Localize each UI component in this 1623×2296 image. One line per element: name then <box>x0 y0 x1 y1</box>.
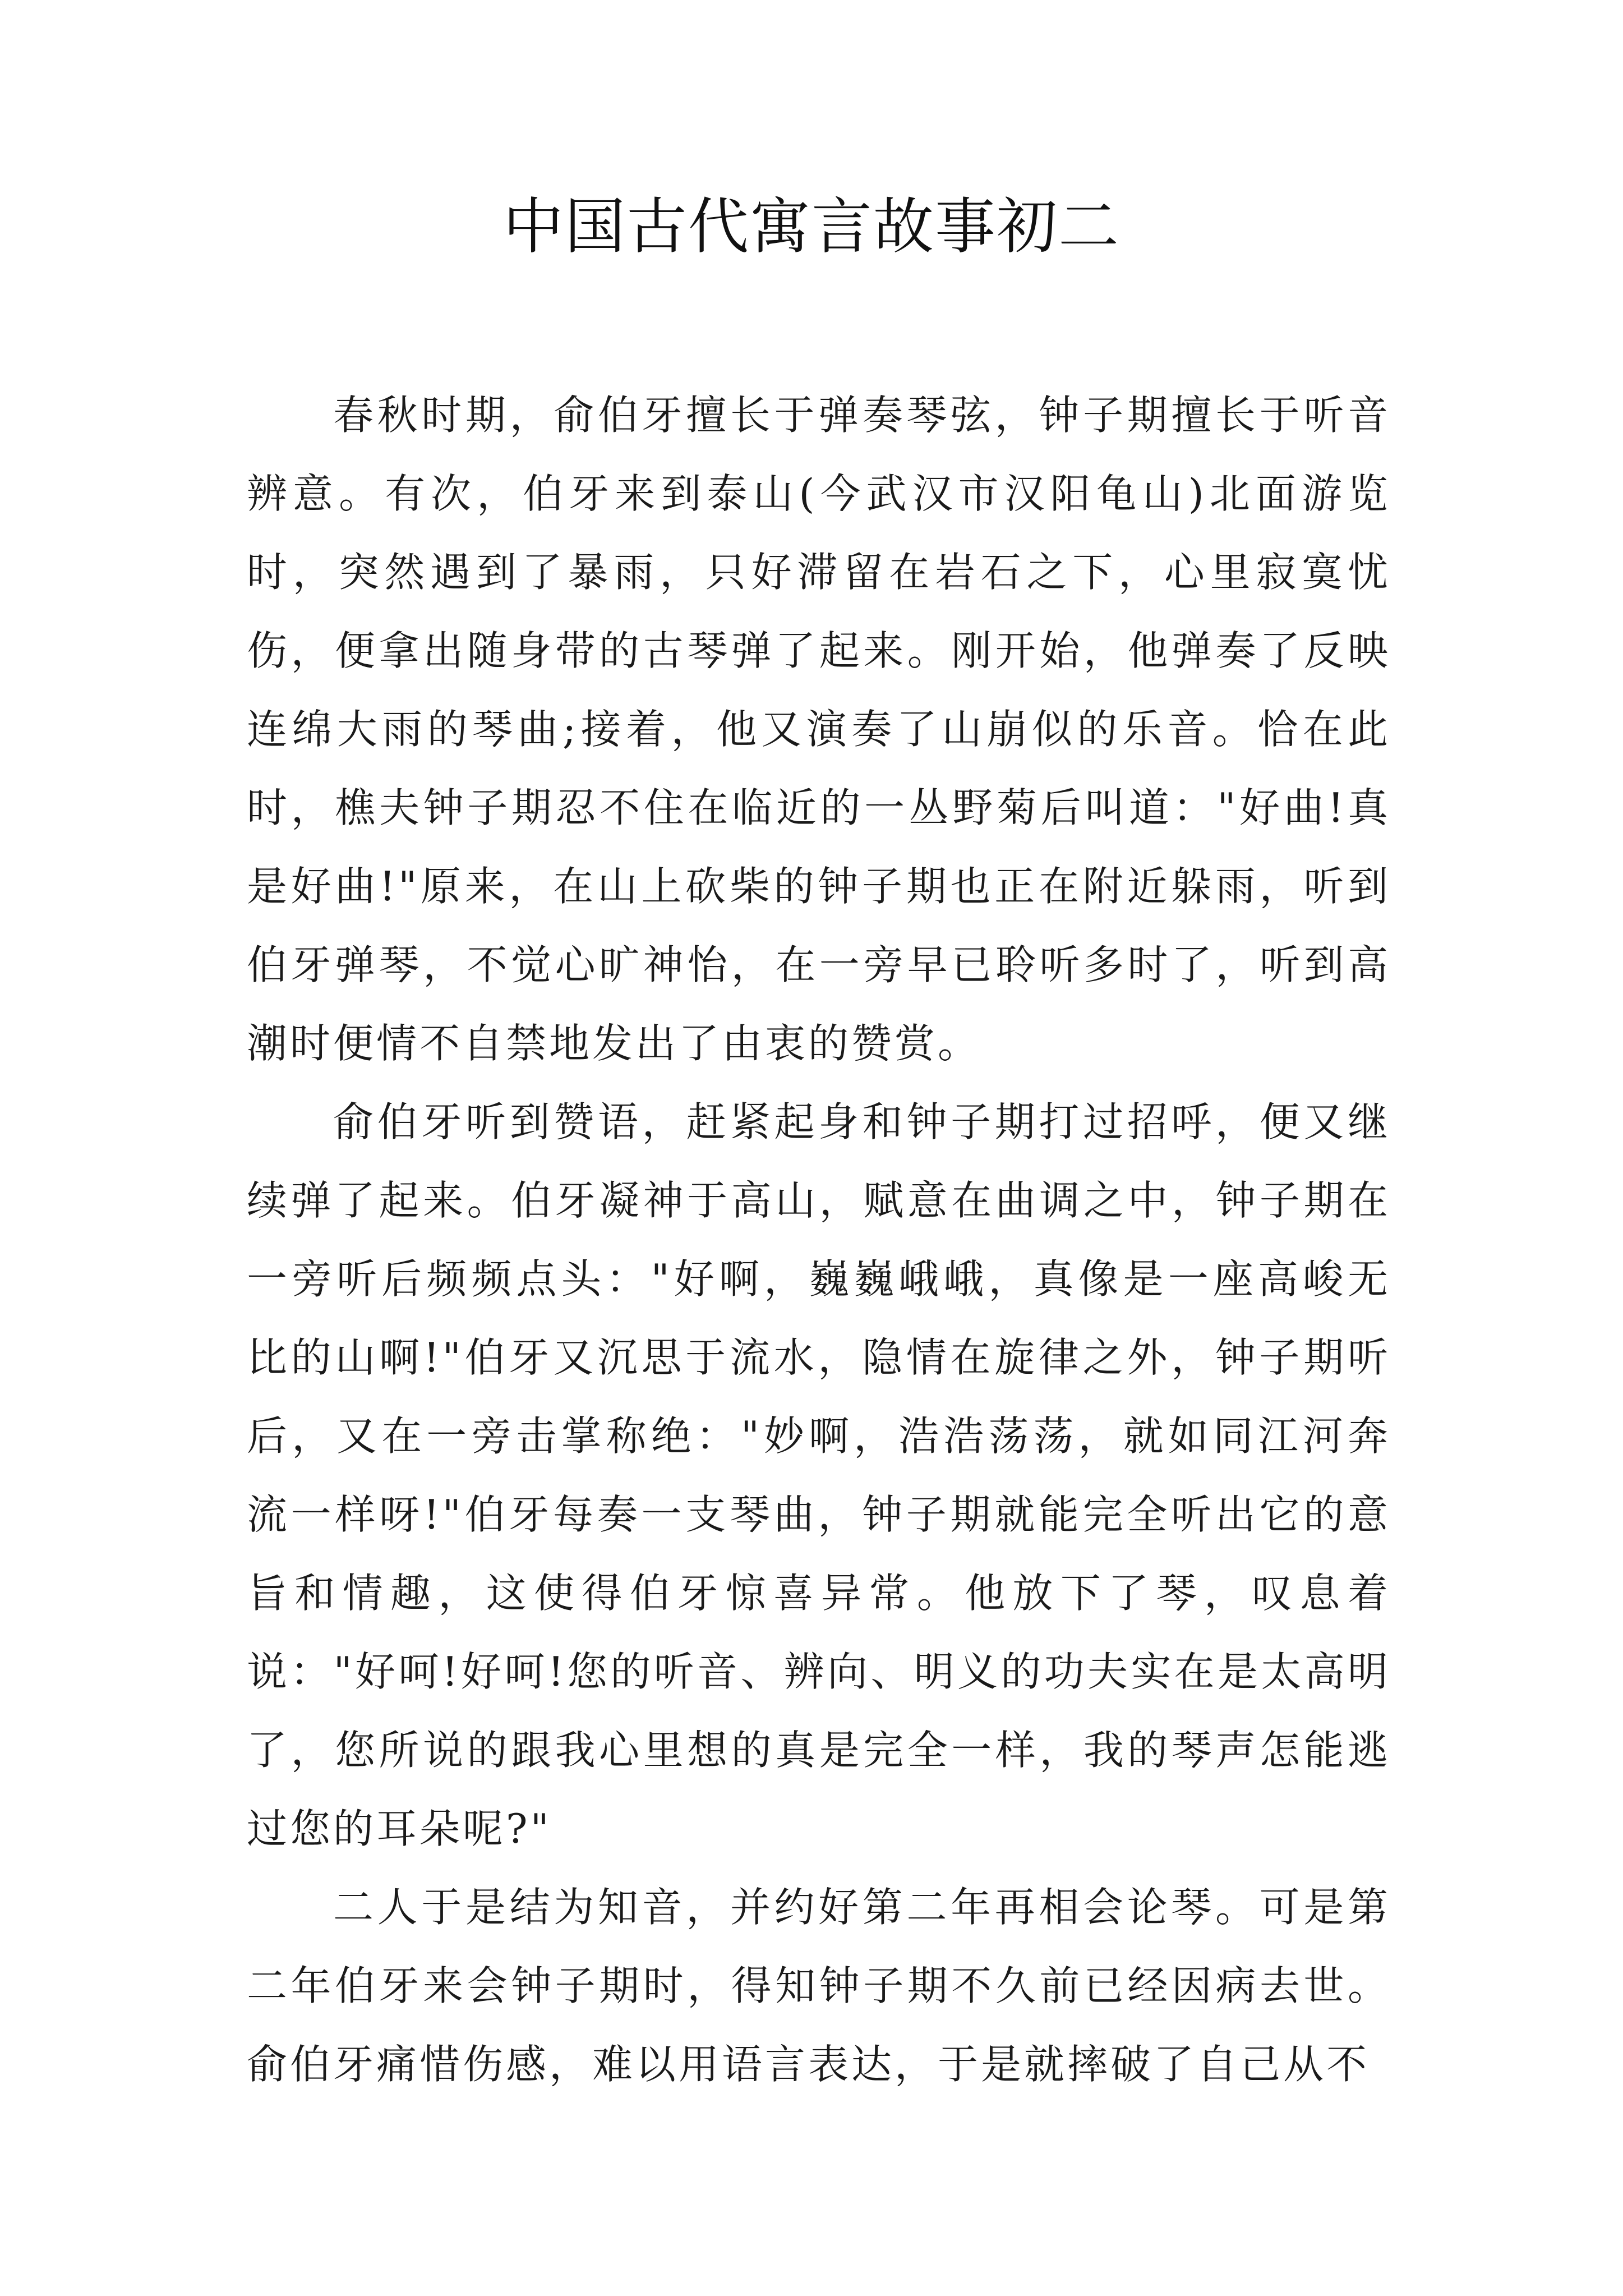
paragraph-1: 春秋时期，俞伯牙擅长于弹奏琴弦，钟子期擅长于听音辨意。有次，伯牙来到泰山(今武汉市汉阳龟山)北面游览时，突然遇到了暴雨，只好滞留在岩石之下，心里寂寞忧伤，便拿出随身带的古琴弹了起来。刚开始，他弹奏了反映连绵大雨的琴曲;接着，他又演奏了山崩似的乐音。恰在此时，樵夫钟子期忍不住在临近的一丛野菊后叫道："好曲!真是好曲!"原来，在山上砍柴的钟子期也正在附近躲雨，听到伯牙弹琴，不觉心旷神怡，在一旁早已聆听多时了，听到高潮时便情不自禁地发出了由衷的赞赏。 <box>247 392 1391 1067</box>
document-body <box>247 376 1391 2104</box>
paragraph-3: 二人于是结为知音，并约好第二年再相会论琴。可是第二年伯牙来会钟子期时，得知钟子期不久前已经因病去世。俞伯牙痛惜伤感，难以用语言表达，于是就摔破了自己从不 <box>247 1884 1391 2088</box>
document-title: 中国古代寓言故事初二 <box>502 192 1120 262</box>
paragraph-2: 俞伯牙听到赞语，赶紧起身和钟子期打过招呼，便又继续弹了起来。伯牙凝神于高山，赋意在曲调之中，钟子期在一旁听后频频点头："好啊，巍巍峨峨，真像是一座高峻无比的山啊!"伯牙又沉思于流水，隐情在旋律之外，钟子期听后，又在一旁击掌称绝："妙啊，浩浩荡荡，就如同江河奔流一样呀!"伯牙每奏一支琴曲，钟子期就能完全听出它的意旨和情趣，这使得伯牙惊喜异常。他放下了琴，叹息着说："好呵!好呵!您的听音、辨向、明义的功夫实在是太高明了，您所说的跟我心里想的真是完全一样，我的琴声怎能逃过您的耳朵呢?" <box>247 1098 1391 1852</box>
